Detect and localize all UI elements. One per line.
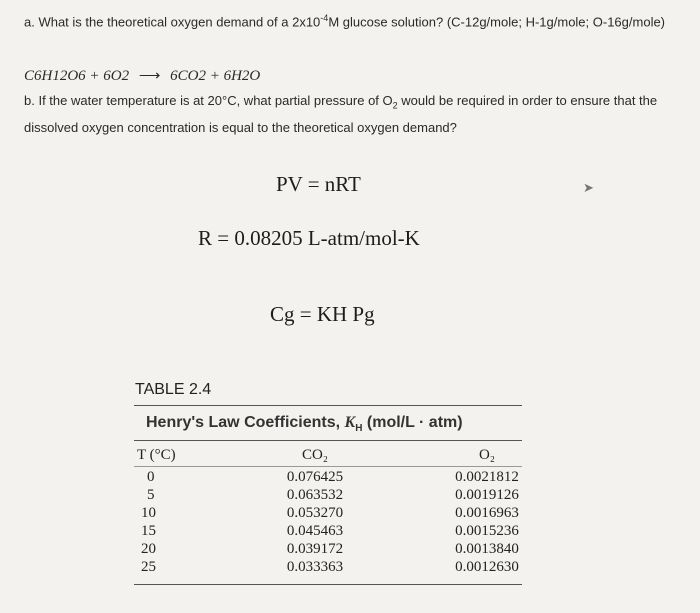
co2-column [270,446,360,576]
table-cell: 0.039172 [286,541,344,557]
glucose-reaction [24,66,260,87]
ideal-gas-law: PV = nRT [276,172,361,196]
table-top-rule [134,405,522,406]
table-cell: 20 [141,541,156,557]
question-b [24,90,679,138]
question-b-prefix: b. If the water temperature is at 20°C, what partial pressure of O [24,93,393,108]
table-cell: 5 [147,487,155,503]
table-cell: 25 [141,559,156,575]
caption-subscript: H [355,423,363,435]
table-bottom-rule [134,584,522,585]
header-co2: CO₂ [301,447,329,463]
table-cell: 0.045463 [286,523,344,539]
caption-prefix: Henry's Law Coefficients, [146,414,345,431]
table-cell: 0.0015236 [455,523,519,539]
question-a-suffix: M glucose solution? (C-12g/mole; H-1g/mole; O-16g/mole) [328,14,666,30]
header-top-rule [134,440,522,441]
reaction-reactants: C6H12O6 + 6O2 [24,68,130,84]
table-cell: 0.033363 [286,559,344,575]
caption-symbol: K [344,414,356,431]
caption-units: (mol/L · atm) [362,414,463,431]
table-cell: 0.053270 [286,505,344,521]
question-a [24,8,674,32]
o2-column [442,446,532,576]
question-b-subscript: 2 [392,100,398,111]
reaction-products: 6CO2 + 6H2O [170,68,261,84]
table-caption [146,414,463,434]
gas-constant: R = 0.08205 L-atm/mol-K [198,226,420,250]
table-cell: 0.0021812 [455,469,519,485]
question-b-suffix: would be required in order to ensure that the dissolved oxygen concentration is equal to the theoretical oxygen demand? [24,93,658,135]
header-o2: O₂ [478,447,496,463]
question-a-exponent: -4 [320,13,329,23]
table-cell: 0.0012630 [455,559,519,575]
question-a-prefix: a. What is the theoretical oxygen demand of a 2x10 [24,14,321,30]
table-cell: 0 [147,469,155,485]
table-cell: 0.076425 [286,469,344,485]
table-cell: 10 [141,505,156,521]
table-cell: 0.0016963 [455,505,519,521]
table-label: TABLE 2.4 [135,381,212,398]
mouse-cursor-icon: ➤ [583,180,594,195]
table-cell: 15 [141,523,156,539]
reaction-arrow: ⟶ [138,68,161,84]
table-cell: 0.0019126 [455,487,519,503]
table-cell: 0.063532 [286,487,344,503]
temperature-column [137,446,207,576]
table-cell: 0.0013840 [455,541,519,557]
henrys-law-formula: Cg = KH Pg [270,302,375,326]
header-temperature: T (°C) [137,447,176,463]
